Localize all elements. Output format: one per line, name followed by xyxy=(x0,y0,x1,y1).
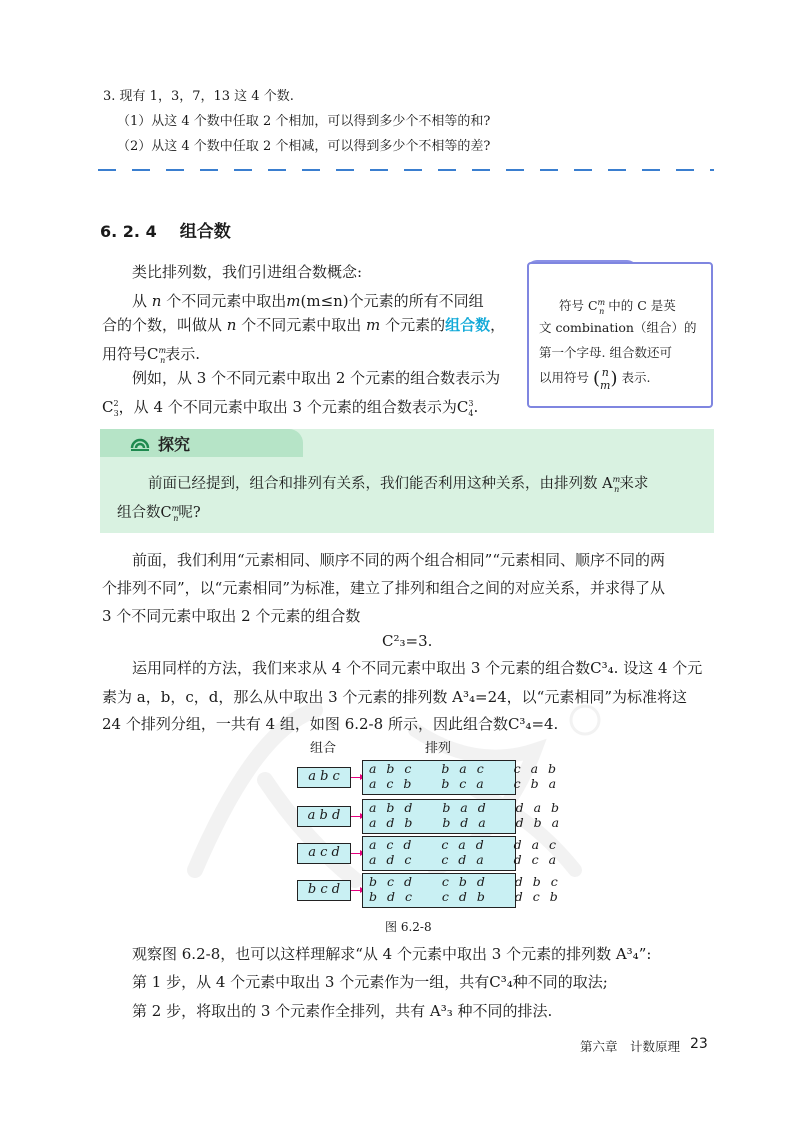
intro-p3: 合的个数，叫做从 n 个不同元素中取出 m 个元素的组合数， xyxy=(102,316,506,334)
permutation-box: a c d c a d d a c a d c c d a d c a xyxy=(362,836,516,871)
section-title: 组合数 xyxy=(179,222,231,242)
explore-icon xyxy=(130,434,150,452)
footer-chapter: 第六章 计数原理 xyxy=(580,1039,681,1054)
after-line1: 观察图 6.2-8，也可以这样理解求“从 4 个元素中取出 3 个元素的排列数 A³₄”: xyxy=(132,945,652,963)
sidenote-line1: 符号 $C^m_n$ 中的 C 是英 xyxy=(559,298,676,316)
after-line2: 第 1 步，从 4 个元素中取出 3 个元素作为一组，共有C³₄种不同的取法; xyxy=(132,973,608,991)
after-line3: 第 2 步，将取出的 3 个元素作全排列，共有 A³₃ 种不同的排法. xyxy=(132,1002,553,1020)
sidenote-box xyxy=(527,262,713,408)
permutation-box: b c d c b d d b c b d c c d b d c b xyxy=(362,873,516,908)
mapping-arrow xyxy=(351,890,361,891)
explore-line2: 组合数$C^m_n$呢? xyxy=(117,504,201,523)
body-line5: 素为 a，b，c，d，那么从中取出 3 个元素的排列数 A³₄=24，以“元素相同”为标准将这 xyxy=(102,688,688,706)
permutation-box: a b d b a d d a b a d b b d a d b a xyxy=(362,799,516,834)
body-line6: 24 个排列分组，一共有 4 组，如图 6.2-8 所示，因此组合数C³₄=4. xyxy=(102,715,559,733)
body-line3: 3 个不同元素中取出 2 个元素的组合数 xyxy=(102,607,361,625)
page-number: 23 xyxy=(690,1036,708,1052)
section-number: 6. 2. 4 xyxy=(100,222,157,241)
body-line1: 前面，我们利用“元素相同、顺序不同的两个组合相同”“元素相同、顺序不同的两 xyxy=(132,551,666,569)
mapping-arrow xyxy=(351,816,361,817)
intro-p5: 例如，从 3 个不同元素中取出 2 个元素的组合数表示为 xyxy=(132,369,501,387)
figure-caption: 图 6.2-8 xyxy=(385,920,432,934)
mapping-arrow xyxy=(351,777,361,778)
explore-tab xyxy=(100,429,303,457)
explore-label: 探究 xyxy=(158,435,191,454)
intro-p4: 用符号$C^m_n$表示. xyxy=(102,345,201,365)
exercise-q3-1: （1）从这 4 个数中任取 2 个相加，可以得到多少个不相等的和? xyxy=(117,114,491,129)
body-line2: 个排列不同”，以“元素相同”为标准，建立了排列和组合之间的对应关系，并求得了从 xyxy=(102,579,666,597)
sidenote-line4: 以用符号 ( n m) 表示. xyxy=(539,365,651,392)
permutation-box: a b c b a c c a b a c b b c a c b a xyxy=(362,760,516,795)
term-combination-number: 组合数 xyxy=(445,316,491,334)
intro-p1: 类比排列数，我们引进组合数概念: xyxy=(132,263,363,281)
combination-box: a b d xyxy=(297,806,351,827)
explore-line1: 前面已经提到，组合和排列有关系，我们能否利用这种关系，由排列数 $A^m_n$来求 xyxy=(148,475,649,494)
combination-box: a c d xyxy=(297,843,351,864)
exercise-q3-2: （2）从这 4 个数中任取 2 个相减，可以得到多少个不相等的差? xyxy=(117,139,491,154)
intro-p6: $C^2_3$，从 4 个不同元素中取出 3 个元素的组合数表示为$C^3_4$. xyxy=(102,398,479,418)
sidenote-line3: 第一个字母. 组合数还可 xyxy=(539,345,672,360)
dashed-divider xyxy=(98,169,714,171)
body-line4: 运用同样的方法，我们来求从 4 个不同元素中取出 3 个元素的组合数C³₄. 设这 4 个元 xyxy=(132,659,703,677)
figure-header-combination: 组合 xyxy=(310,741,337,756)
combination-box: b c d xyxy=(297,880,351,901)
combination-box: a b c xyxy=(297,767,351,788)
body-formula: C²₃=3. xyxy=(382,632,433,650)
intro-p2: 从 n 个不同元素中取出m(m≤n)个元素的所有不同组 xyxy=(132,292,484,310)
figure-header-permutation: 排列 xyxy=(425,741,452,756)
sidenote-line2: 文 combination（组合）的 xyxy=(539,320,697,335)
exercise-q3: 3. 现有 1，3，7，13 这 4 个数. xyxy=(103,89,294,104)
section-heading xyxy=(100,217,231,242)
mapping-arrow xyxy=(351,853,361,854)
